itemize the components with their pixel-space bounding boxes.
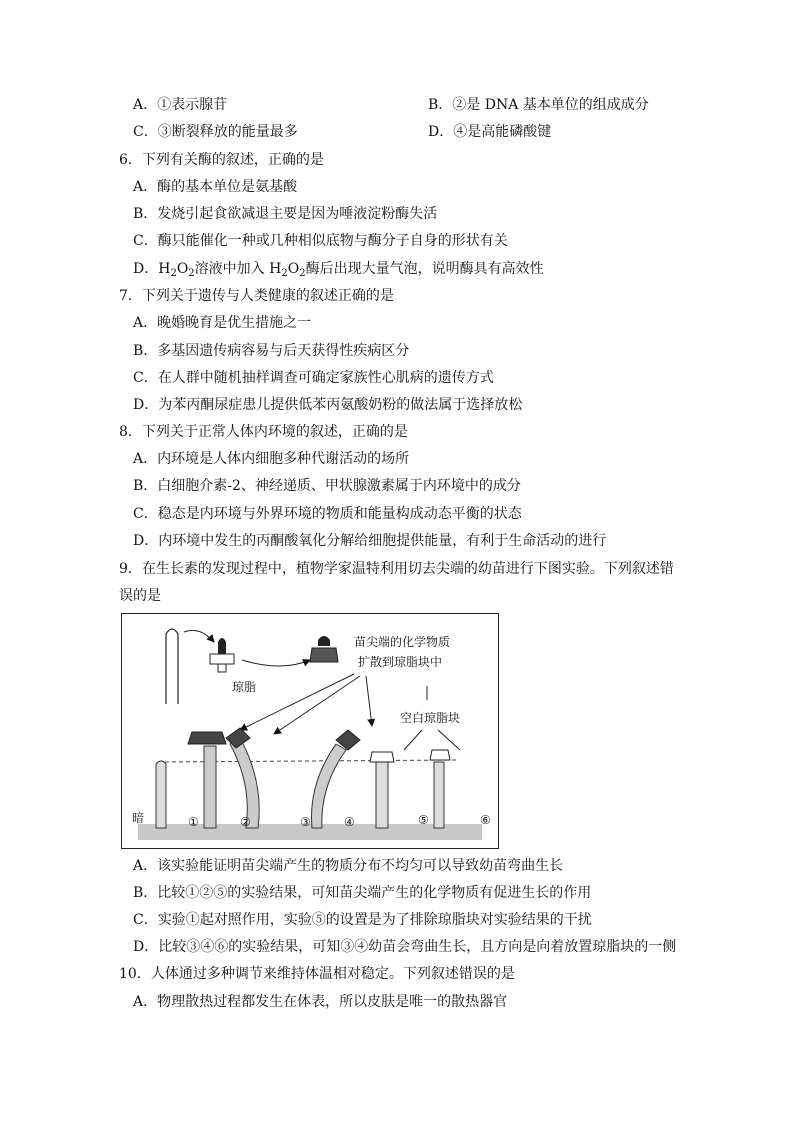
q5-option-a: A．①表示腺苷 xyxy=(133,97,228,113)
treated-agar-block xyxy=(310,636,338,662)
q7-stem: 7．下列关于遗传与人类健康的叙述正确的是 xyxy=(119,288,394,304)
figure-drawing xyxy=(122,614,498,848)
q5-option-d: D．④是高能磷酸键 xyxy=(428,124,552,140)
q5-option-c: C．③断裂释放的能量最多 xyxy=(133,124,298,140)
went-experiment-figure xyxy=(121,613,499,849)
q9-option-d: D．比较③④⑥的实验结果，可知③④幼苗会弯曲生长，且方向是向着放置琼脂块的一侧 xyxy=(133,939,677,955)
arrow-tip-to-agar xyxy=(184,630,214,642)
pointer-blank-5 xyxy=(404,730,422,750)
q7-option-b: B．多基因遗传病容易与后天获得性疾病区分 xyxy=(133,343,410,359)
q8-stem: 8．下列关于正常人体内环境的叙述，正确的是 xyxy=(119,424,408,440)
q8-option-d: D．内环境中发生的丙酮酸氧化分解给细胞提供能量，有利于生命活动的进行 xyxy=(133,533,607,549)
seedling-5 xyxy=(370,752,394,828)
tip-on-agar xyxy=(210,638,234,672)
q9-option-a: A．该实验能证明苗尖端产生的物质分布不均匀可以导致幼苗弯曲生长 xyxy=(133,858,564,874)
q7-option-a: A．晚婚晚育是优生措施之一 xyxy=(133,315,312,331)
q8-option-b: B．白细胞介素-2、神经递质、甲状腺激素属于内环境中的成分 xyxy=(133,478,521,494)
blank-agar-label: 空白琼脂块 xyxy=(400,711,461,725)
note-line2: 扩散到琼脂块中 xyxy=(358,655,443,669)
seedling-1 xyxy=(156,761,166,828)
seedling-2 xyxy=(188,732,226,828)
q6-stem: 6．下列有关酶的叙述，正确的是 xyxy=(119,152,324,168)
q6-option-c: C．酶只能催化一种或几种相似底物与酶分子自身的形状有关 xyxy=(133,233,508,249)
dark-label: 暗 xyxy=(132,811,145,825)
label-6: ⑥ xyxy=(480,813,491,827)
label-1: ① xyxy=(188,815,199,829)
q7-option-c: C．在人群中随机抽样调查可确定家族性心肌病的遗传方式 xyxy=(133,370,494,386)
q6-option-b: B．发烧引起食欲减退主要是因为唾液淀粉酶失活 xyxy=(133,206,438,222)
q10-stem: 10．人体通过多种调节来维持体温相对稳定。下列叙述错误的是 xyxy=(119,966,515,982)
q6-option-a: A．酶的基本单位是氨基酸 xyxy=(133,179,298,195)
arrow-to-3 xyxy=(274,676,360,734)
seedling-6 xyxy=(430,750,450,828)
label-4: ④ xyxy=(344,815,355,829)
coleoptile-tip xyxy=(166,629,178,704)
q5-option-b: B．②是 DNA 基本单位的组成成分 xyxy=(428,97,649,113)
pointer-blank-6 xyxy=(438,730,460,750)
label-3: ③ xyxy=(300,815,311,829)
q9-stem-line1: 9．在生长素的发现过程中，植物学家温特利用切去尖端的幼苗进行下图实验。下列叙述错 xyxy=(119,561,674,577)
seedling-3 xyxy=(226,728,259,828)
height-reference-line xyxy=(158,760,458,762)
label-5: ⑤ xyxy=(418,813,429,827)
arrow-to-4 xyxy=(366,676,372,726)
label-2: ② xyxy=(240,815,251,829)
q8-option-a: A．内环境是人体内细胞多种代谢活动的场所 xyxy=(133,451,410,467)
q10-option-a: A．物理散热过程都发生在体表，所以皮肤是唯一的散热器官 xyxy=(133,994,508,1010)
q8-option-c: C．稳态是内环境与外界环境的物质和能量构成动态平衡的状态 xyxy=(133,506,522,522)
arrow-to-2 xyxy=(240,674,354,730)
q9-option-c: C．实验①起对照作用，实验⑤的设置是为了排除琼脂块对实验结果的干扰 xyxy=(133,912,592,928)
note-line1: 苗尖端的化学物质 xyxy=(354,635,451,649)
q9-stem-line2: 误的是 xyxy=(119,588,161,604)
seedling-4 xyxy=(312,730,361,828)
q6-option-d: D．$H_2O_2$溶液中加入 $H_2O_2$酶后出现大量气泡，说明酶具有高效性 xyxy=(133,261,544,279)
q7-option-d: D．为苯丙酮尿症患儿提供低苯丙氨酸奶粉的做法属于选择放松 xyxy=(133,397,523,413)
q9-option-b: B．比较①②⑤的实验结果，可知苗尖端产生的化学物质有促进生长的作用 xyxy=(133,885,592,901)
arrow-to-treated-agar xyxy=(242,660,310,666)
agar-label: 琼脂 xyxy=(232,680,257,694)
